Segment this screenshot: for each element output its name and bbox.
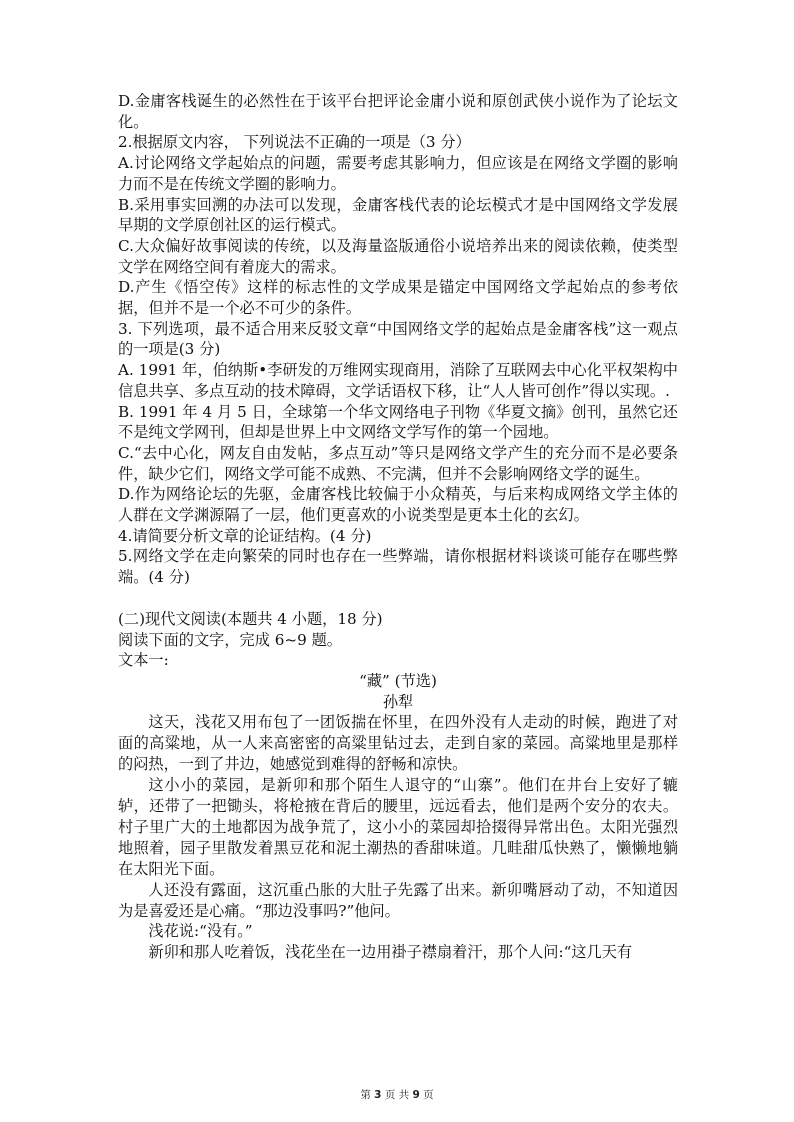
q3-option-a: A. 1991 年，伯纳斯•李研发的万维网实现商用，消除了互联网去中心化平权架构中信息共享、多点互动的技术障碍，文学话语权下移，让“人人皆可创作”得以实现。. bbox=[118, 361, 678, 400]
story-author: 孙犁 bbox=[382, 692, 414, 711]
q2-option-c: C.大众偏好故事阅读的传统，以及海量盗版通俗小说培养出来的阅读依赖，使类型文学在网络空间有着庞大的需求。 bbox=[118, 236, 678, 276]
q1-option-d: D.金庸客栈诞生的必然性在于该平台把评论金庸小说和原创武侠小说作为了论坛文化。 bbox=[118, 92, 678, 131]
q2-stem: 2.根据原文内容， 下列说法不正确的一项是（3 分） bbox=[118, 133, 471, 152]
footer-suffix: 页 bbox=[419, 1089, 434, 1101]
section-instruction: 阅读下面的文字，完成 6~9 题。 bbox=[118, 630, 342, 649]
story-paragraph: 这小小的菜园，是新卯和那个陌生人退守的“山寨”。他们在井台上安好了辘轳，还带了一把锄头，将枪掖在背后的腰里，远远看去，他们是两个安分的农夫。村子里广大的土地都因为战争荒了，这小小的菜园却拾掇得异常出色。太阳光强烈地照着，园子里散发着黑豆花和泥土潮热的香甜味道。几畦甜瓜快熟了，懒懒地躺在太阳光下面。 bbox=[118, 776, 678, 878]
page-footer bbox=[0, 1087, 794, 1102]
section-gap bbox=[118, 588, 678, 609]
q3-option-d: D.作为网络论坛的先驱，金庸客栈比较偏于小众精英，与后来构成网络文学主体的人群在文学渊源隔了一层，他们更喜欢的小说类型是更本土化的玄幻。 bbox=[118, 485, 678, 525]
total-pages: 9 bbox=[412, 1089, 420, 1101]
q5-prompt: 5.网络文学在走向繁荣的同时也存在一些弊端，请你根据材料谈谈可能存在哪些弊端。(4 分) bbox=[118, 547, 678, 587]
page-number: 3 bbox=[374, 1089, 382, 1101]
story-paragraph: 这天，浅花又用布包了一团饭揣在怀里，在四外没有人走动的时候，跑进了对面的高粱地，从一人来高密密的高粱里钻过去，走到自家的菜园。高粱地里是那样的闷热，一到了井边，她感觉到难得的舒畅和凉快。 bbox=[118, 713, 678, 774]
story-title: “藏” (节选) bbox=[359, 671, 437, 690]
q2-option-b: B.采用事实回溯的办法可以发现，金庸客栈代表的论坛模式才是中国网络文学发展早期的文学原创社区的运行模式。 bbox=[118, 195, 678, 235]
q2-option-a: A.讨论网络文学起始点的问题，需要考虑其影响力，但应该是在网络文学圈的影响力而不是在传统文学圈的影响力。 bbox=[118, 154, 678, 193]
story-paragraph: 人还没有露面，这沉重凸胀的大肚子先露了出来。新卯嘴唇动了动，不知道因为是喜爱还是心痛。“那边没事吗?”他问。 bbox=[118, 880, 678, 920]
story-paragraph: 新卯和那人吃着饭，浅花坐在一边用褂子襟扇着汗，那个人问:“这几天有 bbox=[148, 943, 633, 962]
footer-middle: 页 共 bbox=[381, 1089, 413, 1101]
footer-prefix: 第 bbox=[360, 1089, 375, 1101]
page-content bbox=[118, 91, 678, 963]
section-heading: (二)现代文阅读(本题共 4 小题，18 分) bbox=[118, 609, 383, 628]
q3-option-c: C.“去中心化，网友自由发帖，多点互动”等只是网络文学产生的充分而不是必要条件，缺少它们，网络文学可能不成熟、不完满，但并不会影响网络文学的诞生。 bbox=[118, 443, 678, 483]
q2-option-d: D.产生《悟空传》这样的标志性的文学成果是锚定中国网络文学起始点的参考依据，但并不是一个必不可少的条件。 bbox=[118, 278, 678, 318]
story-paragraph: 浅花说:“没有。” bbox=[148, 922, 253, 941]
q4-prompt: 4.请简要分析文章的论证结构。(4 分) bbox=[118, 526, 372, 545]
text-label: 文本一: bbox=[118, 651, 169, 670]
q3-stem: 3. 下列选项，最不适合用来反驳文章“中国网络文学的起始点是金庸客栈”这一观点的一项是(3 分) bbox=[118, 319, 678, 359]
q3-option-b: B. 1991 年 4 月 5 日，全球第一个华文网络电子刊物《华夏文摘》创刊，虽然它还不是纯文学网刊，但却是世界上中文网络文学写作的第一个园地。 bbox=[118, 402, 678, 442]
